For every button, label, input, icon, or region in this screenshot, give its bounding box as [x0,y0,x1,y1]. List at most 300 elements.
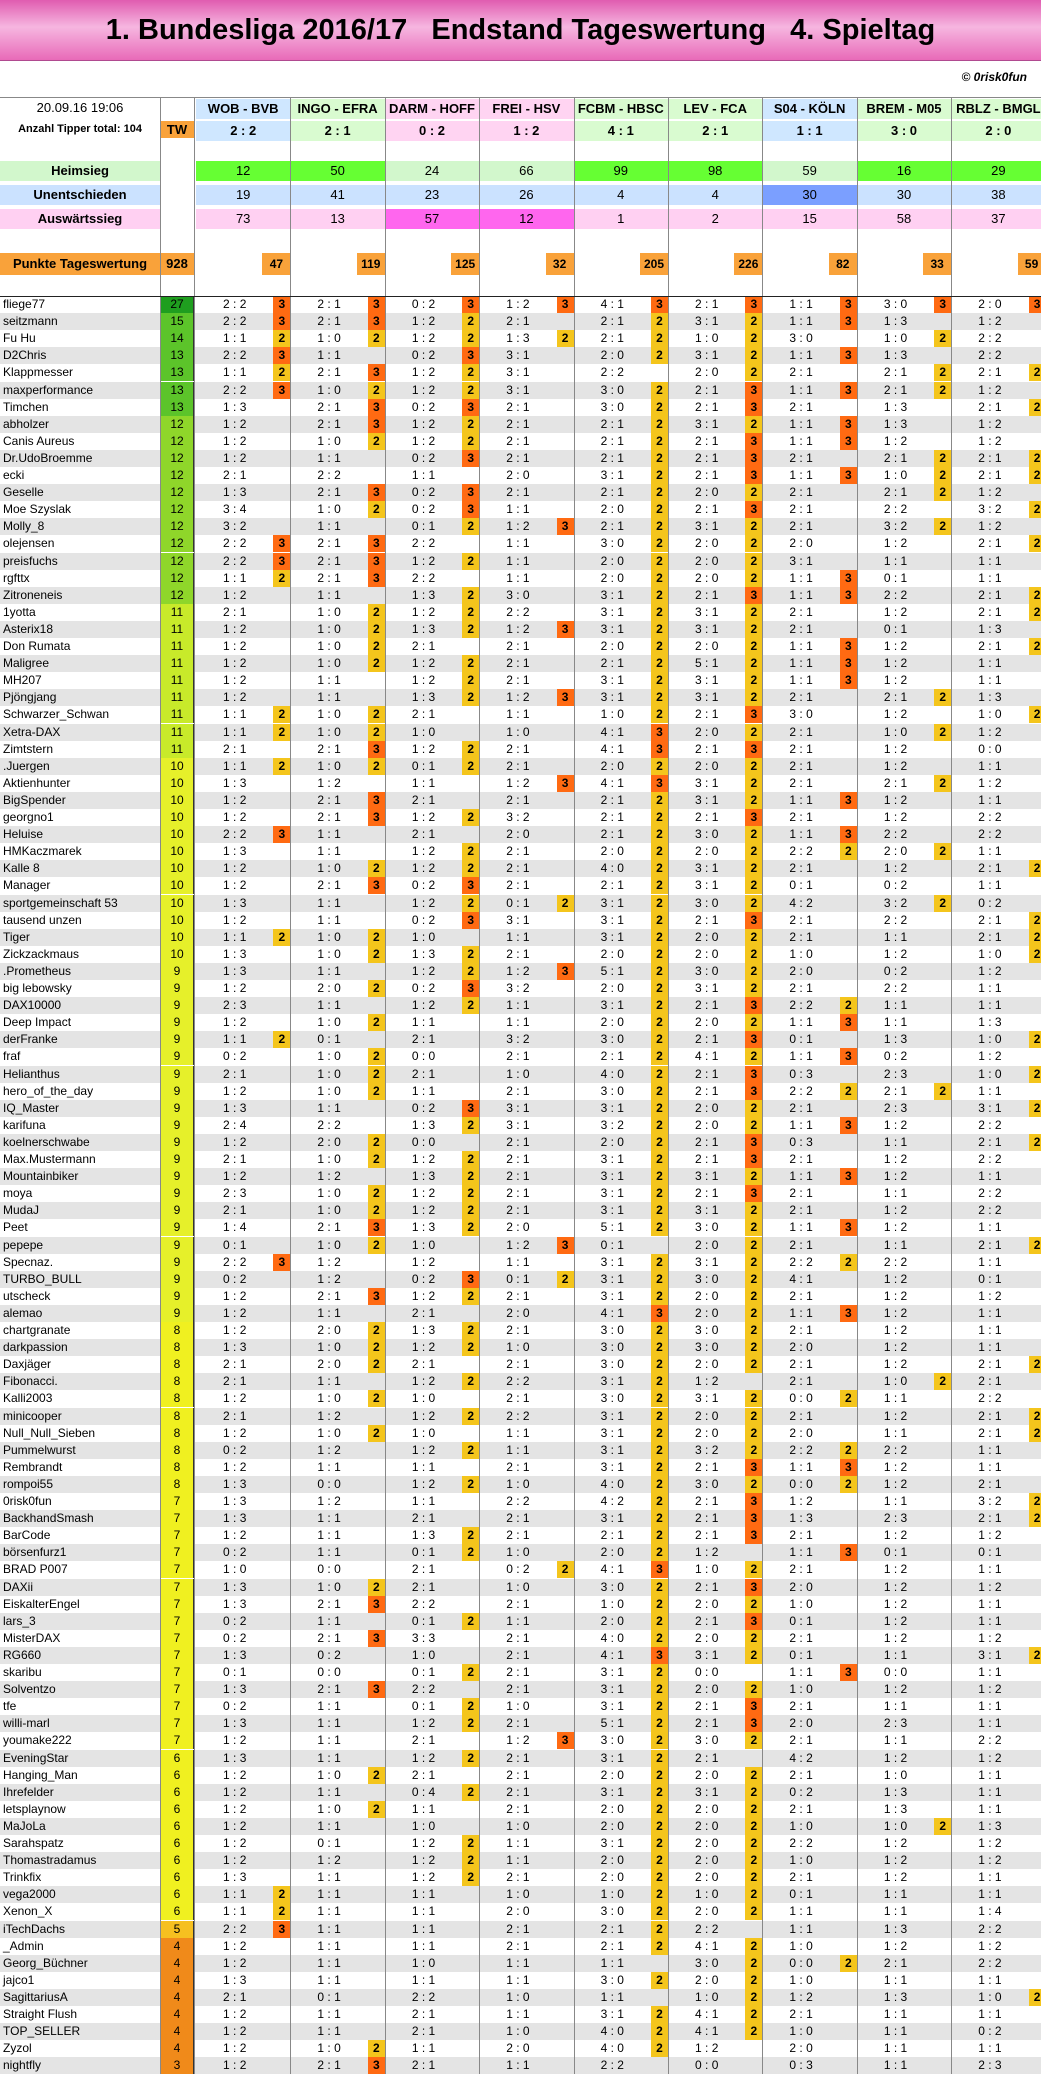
tip-cell [196,1527,290,1544]
tip-score: 1 : 1 [411,1887,436,1902]
tip-points-badge: 3 [368,792,385,809]
match-result: 4 : 1 [574,121,668,141]
tip-score: 1 : 2 [978,1938,1002,1953]
tip-cell [762,1476,856,1493]
tip-score: 1 : 0 [506,724,530,739]
tip-score: 2 : 0 [600,758,624,773]
tip-score: 3 : 2 [883,895,908,910]
tip-score: 3 : 2 [223,519,247,534]
tip-score: 2 : 0 [695,844,719,859]
tip-score: 1 : 0 [600,1887,624,1902]
tip-points-badge: 3 [651,775,668,792]
tip-cell [574,1938,668,1955]
tip-score: 0 : 2 [411,1271,436,1286]
tip-points-badge: 3 [368,1681,385,1698]
tip-cell [385,1801,479,1818]
tip-score: 2 : 1 [411,2058,436,2073]
tip-cell [574,1596,668,1613]
tip-score: 3 : 1 [695,1169,719,1184]
tip-score: 1 : 1 [978,1699,1002,1714]
tip-score: 1 : 1 [600,1989,624,2004]
tip-score: 2 : 1 [506,792,530,807]
tip-cell [668,724,762,741]
tip-cell [857,1356,951,1373]
tip-score: 1 : 2 [789,1989,813,2004]
tip-points-badge: 2 [840,1442,857,1459]
tip-cell [762,1664,856,1681]
tip-score: 1 : 2 [695,2041,719,2056]
tip-score: 2 : 2 [789,1254,813,1269]
tip-points-badge: 3 [462,399,479,416]
tip-cell [951,1818,1041,1835]
tip-score: 1 : 1 [789,1459,813,1474]
tip-score: 1 : 1 [789,792,813,807]
tip-points-badge: 3 [462,450,479,467]
tip-cell [290,1066,384,1083]
tip-points-badge: 3 [745,467,762,484]
tip-cell [290,2057,384,2074]
tip-cell [762,912,856,929]
tip-cell [479,638,573,655]
tip-points-badge: 2 [745,1561,762,1578]
tip-cell [668,296,762,313]
tip-score: 1 : 1 [978,1870,1002,1885]
tip-cell [574,1356,668,1373]
tip-score: 1 : 2 [223,1528,247,1543]
tip-points-badge: 2 [651,1168,668,1185]
tip-points-badge: 2 [745,330,762,347]
tip-cell [385,330,479,347]
tip-cell [574,587,668,604]
tip-cell [385,1271,479,1288]
player-name: derFranke [3,1032,58,1047]
tip-score: 2 : 1 [883,1083,908,1098]
tip-score: 2 : 1 [789,1733,813,1748]
tip-score: 1 : 2 [317,775,341,790]
tip-points-badge: 2 [651,604,668,621]
tip-score: 2 : 1 [695,1511,719,1526]
tip-points-badge: 2 [745,570,762,587]
stat-unent-value: 19 [196,185,290,205]
tip-score: 3 : 2 [883,519,908,534]
tip-score: 1 : 1 [883,1647,908,1662]
tip-cell [196,313,290,330]
player-name: seitzmann [3,314,58,329]
tip-points-badge: 2 [745,1767,762,1784]
tip-score: 2 : 1 [600,1528,624,1543]
tip-score: 3 : 1 [600,587,624,602]
tip-cell [857,1459,951,1476]
tip-cell [290,1801,384,1818]
tip-score: 1 : 1 [978,1442,1002,1457]
tip-score: 1 : 1 [317,2024,341,2039]
tip-score: 1 : 2 [411,1340,436,1355]
tip-score: 0 : 0 [695,2058,719,2073]
tip-score: 2 : 0 [789,1425,813,1440]
tip-score: 1 : 2 [978,433,1002,448]
tip-cell [668,946,762,963]
tip-cell [574,1322,668,1339]
tip-cell [951,313,1041,330]
tip-cell [196,1869,290,1886]
tip-cell [857,1544,951,1561]
tip-points-badge: 2 [745,1596,762,1613]
tip-cell [762,1732,856,1749]
player-name: Don Rumata [3,639,71,653]
tip-score: 1 : 2 [978,1750,1002,1765]
tip-score: 2 : 1 [695,1579,719,1594]
tip-score: 2 : 0 [695,570,719,585]
player-name: MaJoLa [3,1818,46,1833]
tip-score: 2 : 1 [695,1699,719,1714]
tip-cell [762,655,856,672]
tip-score: 0 : 2 [223,1545,247,1560]
tip-cell [196,1818,290,1835]
tip-score: 3 : 1 [600,621,624,636]
player-tw: 9 [160,1117,194,1134]
tip-cell [479,621,573,638]
tip-score: 2 : 2 [695,1921,719,1936]
tip-points-badge: 2 [745,724,762,741]
tip-score: 1 : 1 [223,1904,247,1919]
tip-score: 1 : 1 [223,365,247,380]
tip-cell [951,1681,1041,1698]
tip-score: 4 : 2 [789,895,813,910]
tip-cell [290,1168,384,1185]
tip-points-badge: 2 [1029,1134,1041,1151]
tip-score: 3 : 1 [600,1459,624,1474]
tip-cell [574,1031,668,1048]
tip-cell [385,758,479,775]
tip-points-badge: 2 [934,518,951,535]
stat-unent-value: 23 [385,185,479,205]
tip-cell [574,1442,668,1459]
tip-points-badge: 2 [462,997,479,1014]
tip-score: 2 : 1 [317,1220,341,1235]
stat-label-ausw: Auswärtssieg [0,209,160,229]
player-tw: 6 [160,1852,194,1869]
tip-score: 0 : 3 [789,1134,813,1149]
tip-score: 1 : 1 [883,2024,908,2039]
tip-cell [857,450,951,467]
tip-points-badge: 2 [1029,587,1041,604]
tip-points-badge: 2 [651,433,668,450]
tip-score: 1 : 0 [317,1767,341,1782]
tip-score: 1 : 3 [411,1220,436,1235]
tip-score: 2 : 1 [506,1459,530,1474]
tip-points-badge: 2 [651,1493,668,1510]
tip-cell [196,997,290,1014]
tip-cell [385,1647,479,1664]
tip-points-badge: 2 [651,467,668,484]
tip-score: 1 : 0 [317,1801,341,1816]
tip-score: 1 : 2 [883,656,908,671]
tip-score: 2 : 1 [978,604,1002,619]
tip-cell [574,826,668,843]
tip-cell [951,1219,1041,1236]
tip-cell [857,809,951,826]
tip-score: 3 : 0 [695,1476,719,1491]
tip-cell [574,399,668,416]
tip-score: 1 : 0 [317,861,341,876]
tip-cell [385,997,479,1014]
tip-points-badge: 2 [651,809,668,826]
tip-score: 1 : 0 [506,1476,530,1491]
tip-cell [951,1715,1041,1732]
tip-cell [385,1681,479,1698]
tip-score: 3 : 1 [695,861,719,876]
tip-score: 1 : 3 [411,1323,436,1337]
tip-cell [857,1972,951,1989]
tip-score: 1 : 2 [695,1374,719,1389]
tip-cell [196,1100,290,1117]
tip-cell [196,1903,290,1920]
tip-score: 3 : 0 [600,1323,624,1337]
tip-points-badge: 2 [462,655,479,672]
tip-cell [668,1561,762,1578]
tip-points-badge: 2 [651,313,668,330]
tip-cell [951,706,1041,723]
tip-score: 1 : 2 [223,861,247,876]
player-name: _Admin [3,1938,44,1953]
tip-cell [385,1117,479,1134]
tip-points-badge: 2 [462,1750,479,1767]
tip-score: 1 : 1 [789,297,813,311]
tip-cell [762,433,856,450]
tip-cell [196,809,290,826]
tip-cell [479,706,573,723]
tip-score: 2 : 1 [789,621,813,636]
tip-score: 4 : 1 [600,1305,624,1320]
tip-score: 1 : 3 [223,1972,247,1987]
tip-cell [951,689,1041,706]
tip-score: 1 : 3 [411,621,436,636]
tip-score: 2 : 1 [506,450,530,465]
tip-score: 0 : 1 [411,1699,436,1714]
tip-cell [385,1972,479,1989]
player-name: Fibonacci. [3,1374,58,1389]
tip-cell [574,621,668,638]
tip-score: 1 : 2 [978,775,1002,790]
tip-score: 3 : 2 [695,1442,719,1457]
tip-points-badge: 2 [368,860,385,877]
tip-cell [196,1938,290,1955]
tip-cell [196,1305,290,1322]
tip-cell [196,484,290,501]
tip-score: 5 : 1 [600,1716,624,1731]
tip-score: 0 : 0 [317,1476,341,1491]
tip-score: 1 : 3 [223,1870,247,1885]
player-name: minicooper [3,1408,62,1423]
player-name: MisterDAX [3,1630,61,1645]
tip-cell [857,1237,951,1254]
tip-score: 1 : 3 [223,946,247,961]
match-name: RBLZ - BMGL [951,99,1041,119]
tip-score: 4 : 1 [695,2007,719,2021]
tip-score: 1 : 2 [883,758,908,773]
tip-score: 2 : 1 [223,741,247,756]
tip-points-badge: 2 [462,330,479,347]
tip-score: 2 : 2 [883,587,908,602]
tip-score: 2 : 1 [506,1784,530,1799]
tip-cell [668,1048,762,1065]
tip-cell [857,1613,951,1630]
player-name: sportgemeinschaft 53 [3,895,118,910]
tip-points-badge: 2 [745,1681,762,1698]
player-name: Schwarzer_Schwan [3,707,110,722]
tip-cell [479,895,573,912]
tip-cell [668,1390,762,1407]
tip-score: 2 : 1 [695,1613,719,1628]
tip-cell [385,1527,479,1544]
stat-ausw-value: 1 [574,209,668,229]
tip-cell [951,792,1041,809]
tip-cell [951,1921,1041,1938]
tip-score: 1 : 1 [317,1511,341,1526]
tip-points-badge: 2 [651,1784,668,1801]
tip-points-badge: 2 [462,587,479,604]
tip-score: 1 : 2 [411,604,436,619]
tip-cell [762,1613,856,1630]
tip-points-badge: 2 [462,1784,479,1801]
tip-score: 2 : 1 [789,1186,813,1201]
tip-score: 3 : 1 [600,1374,624,1389]
tip-cell [385,1425,479,1442]
tip-cell [290,382,384,399]
tip-cell [574,1100,668,1117]
tip-cell [385,1168,479,1185]
tip-score: 3 : 2 [978,1494,1002,1508]
tip-cell [290,2040,384,2057]
tip-cell [479,1630,573,1647]
tip-score: 2 : 1 [789,1152,813,1166]
tip-score: 3 : 1 [695,1254,719,1269]
tip-score: 2 : 0 [789,1716,813,1731]
player-tw: 4 [160,2023,194,2040]
player-name: Solventzo [3,1682,56,1697]
tip-cell [196,1767,290,1784]
tip-points-badge: 2 [745,1168,762,1185]
tip-cell [385,553,479,570]
tip-cell [196,929,290,946]
tip-score: 2 : 1 [506,1186,530,1201]
tip-cell [951,1784,1041,1801]
tip-cell [479,1527,573,1544]
tip-points-badge: 2 [651,621,668,638]
tip-points-badge: 2 [462,518,479,535]
tip-score: 1 : 2 [223,1305,247,1320]
tip-score: 2 : 1 [789,981,813,995]
tip-score: 1 : 3 [978,690,1002,705]
tip-points-badge: 3 [557,1237,574,1254]
tip-cell [290,1921,384,1938]
tip-cell [290,1664,384,1681]
tip-points-badge: 2 [651,1339,668,1356]
player-name: Straight Flush [3,2007,78,2021]
tip-score: 0 : 2 [223,1613,247,1628]
tip-points-badge: 2 [651,689,668,706]
tip-score: 2 : 1 [789,929,813,944]
tip-points-badge: 2 [745,1014,762,1031]
tip-points-badge: 3 [745,1527,762,1544]
tip-score: 1 : 1 [789,348,813,363]
tip-cell [290,1305,384,1322]
tip-score: 1 : 0 [317,1152,341,1166]
tip-cell [385,1288,479,1305]
tip-cell [951,1168,1041,1185]
tip-cell [951,1989,1041,2006]
tip-cell [385,1852,479,1869]
column-divider [479,97,480,2074]
tip-points-badge: 2 [651,1527,668,1544]
tip-cell [951,450,1041,467]
tip-cell [385,1544,479,1561]
tip-cell [857,877,951,894]
tip-cell [479,1168,573,1185]
tip-score: 1 : 2 [883,1340,908,1355]
tip-cell [385,809,479,826]
player-tw: 13 [160,382,194,399]
tip-cell [479,1869,573,1886]
tip-cell [385,689,479,706]
tip-cell [668,1271,762,1288]
tip-score: 1 : 1 [883,1494,908,1508]
tip-points-badge: 2 [273,1031,290,1048]
tip-points-badge: 2 [1029,364,1041,381]
tip-score: 1 : 1 [883,2058,908,2073]
tip-score: 2 : 0 [600,1870,624,1885]
tip-points-badge: 2 [745,535,762,552]
tip-points-badge: 3 [368,399,385,416]
tip-points-badge: 2 [1029,1510,1041,1527]
tip-score: 1 : 1 [506,1442,530,1457]
tip-cell [668,1698,762,1715]
tip-cell [668,1664,762,1681]
tip-cell [574,809,668,826]
tip-points-badge: 2 [1029,1356,1041,1373]
tip-score: 2 : 1 [506,639,530,653]
tip-cell [196,1732,290,1749]
tip-score: 2 : 1 [695,1528,719,1543]
tip-points-badge: 3 [745,809,762,826]
tip-cell [479,1322,573,1339]
tip-cell [290,347,384,364]
tip-cell [857,1305,951,1322]
tip-cell [479,2057,573,2074]
player-tw: 8 [160,1459,194,1476]
tip-points-badge: 2 [651,1664,668,1681]
tip-cell [574,1202,668,1219]
tip-points-badge: 2 [745,689,762,706]
tip-points-badge: 3 [368,313,385,330]
player-tw: 10 [160,895,194,912]
tip-cell [762,1408,856,1425]
tip-points-badge: 3 [745,296,762,313]
tip-cell [479,330,573,347]
tip-cell [479,1117,573,1134]
tip-score: 1 : 0 [978,946,1002,961]
tip-score: 2 : 3 [883,1066,908,1081]
tip-score: 1 : 1 [506,929,530,944]
tip-score: 3 : 1 [600,1836,624,1850]
tip-points-badge: 2 [745,1903,762,1920]
tip-cell [385,501,479,518]
tip-score: 2 : 1 [411,1562,436,1577]
tip-score: 3 : 1 [695,775,719,790]
tip-cell [857,1664,951,1681]
tip-points-badge: 2 [462,1527,479,1544]
tip-cell [290,587,384,604]
